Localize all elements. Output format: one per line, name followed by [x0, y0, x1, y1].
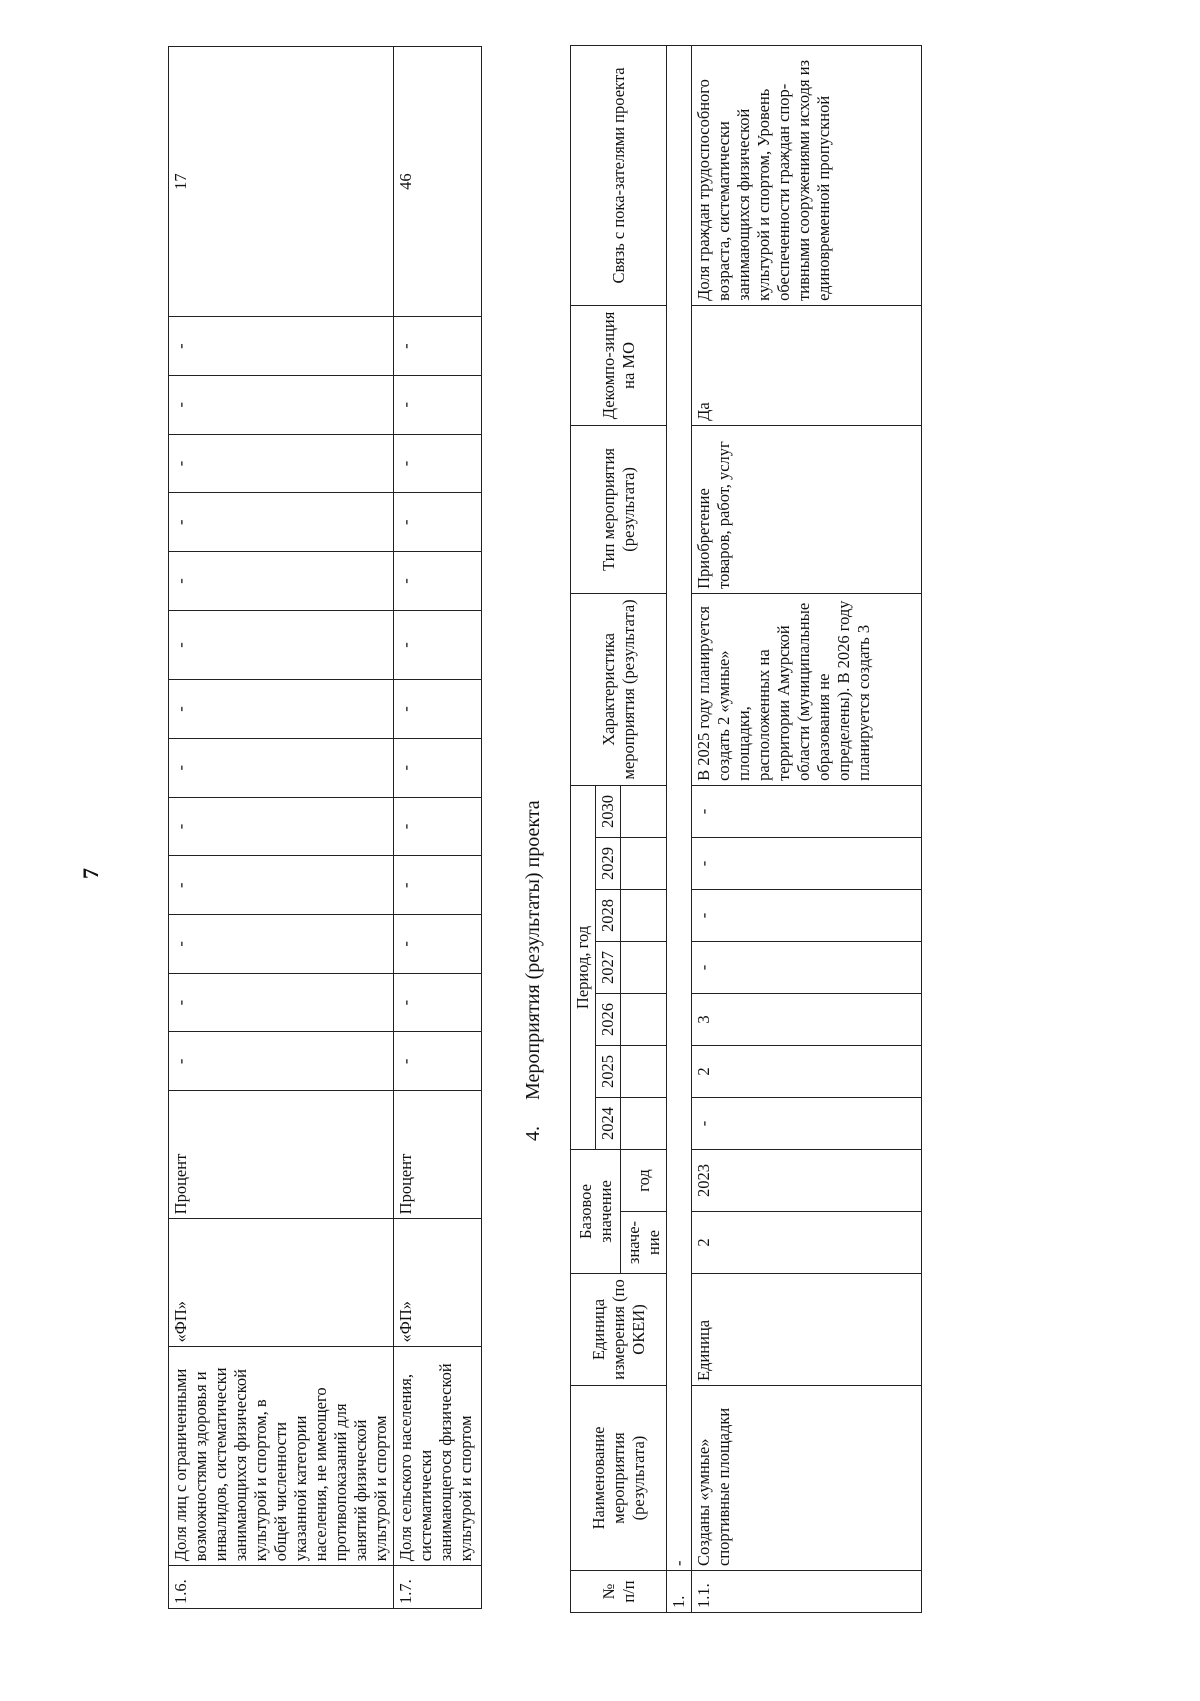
dash-cell: -: [394, 680, 482, 739]
empty-cell: [621, 1045, 667, 1097]
header-name: Наименование мероприятия (результата): [571, 1386, 667, 1571]
dash-cell: -: [394, 317, 482, 376]
empty-cell: [621, 993, 667, 1045]
activity-characteristic: В 2025 году планируется создать 2 «умные» площадки, расположенных на территории Амурской области (муниципальные образования не определены). В 2026 году планируется создать 3: [692, 593, 922, 785]
header-year: 2028: [596, 889, 621, 941]
header-year: 2026: [596, 993, 621, 1045]
row-number: 1.1.: [692, 1571, 922, 1613]
dash-cell: -: [169, 493, 394, 552]
header-link: Связь с пока-зателями проекта: [571, 45, 667, 305]
dash-cell: -: [169, 856, 394, 915]
indicator-level: «ФП»: [169, 1219, 394, 1347]
section-title: Мероприятия (результаты) проекта: [522, 800, 544, 1100]
indicator-unit: Процент: [394, 1091, 482, 1219]
section-heading: [522, 800, 545, 1141]
empty-cell: [621, 889, 667, 941]
indicator-level: «ФП»: [394, 1219, 482, 1347]
table-row: [394, 47, 482, 1609]
indicator-value: 46: [394, 47, 482, 317]
table-row: [692, 45, 922, 1612]
header-characteristic: Характеристика мероприятия (результата): [571, 593, 667, 785]
empty-cell: [621, 941, 667, 993]
header-year: 2024: [596, 1097, 621, 1149]
activity-type: Приобретение товаров, работ, услуг: [692, 425, 922, 593]
dash-cell: -: [394, 738, 482, 797]
dash-cell: -: [394, 797, 482, 856]
dash-cell: -: [394, 552, 482, 611]
base-value: 2: [692, 1212, 922, 1274]
dash-cell: -: [169, 1032, 394, 1091]
dash-cell: -: [394, 973, 482, 1032]
activity-link: Доля граждан трудоспособного возраста, систематически занимающихся физической культурой и спортом, Уровень обеспеченности граждан спор-тивными сооружениями исходя из единовременной пропускной: [692, 45, 922, 305]
dash-cell: -: [394, 493, 482, 552]
dash-cell: -: [394, 610, 482, 679]
dash-cell: -: [169, 375, 394, 434]
dash-cell: -: [169, 973, 394, 1032]
dash-cell: -: [169, 680, 394, 739]
row-number: 1.6.: [169, 1566, 394, 1609]
dash-cell: -: [394, 434, 482, 493]
header-base: Базовое значение: [571, 1149, 621, 1273]
header-decomp: Декомпо-зиция на МО: [571, 305, 667, 425]
header-year: 2029: [596, 837, 621, 889]
dash-cell: -: [169, 738, 394, 797]
year-value: 3: [692, 993, 922, 1045]
dash-cell: -: [394, 1032, 482, 1091]
header-base-year: год: [621, 1149, 667, 1211]
dash-cell: -: [169, 317, 394, 376]
header-year: 2027: [596, 941, 621, 993]
dash-cell: -: [169, 915, 394, 974]
empty-cell: [621, 1097, 667, 1149]
header-year: 2030: [596, 785, 621, 837]
indicator-name: Доля сельского населения, систематически занимающегося физической культурой и спортом: [394, 1347, 482, 1566]
empty-cell: [621, 785, 667, 837]
dash-cell: -: [394, 375, 482, 434]
activity-unit: Единица: [692, 1274, 922, 1386]
header-unit: Единица измерения (по ОКЕИ): [571, 1274, 667, 1386]
table-row: [169, 47, 394, 1609]
row-number: 1.: [667, 1571, 692, 1613]
indicator-value: 17: [169, 47, 394, 317]
activity-decomp: Да: [692, 305, 922, 425]
activity-name: Созданы «умные» спортивные площадки: [692, 1386, 922, 1571]
header-row: [571, 45, 596, 1612]
dash-cell: -: [169, 434, 394, 493]
year-value: -: [692, 785, 922, 837]
dash-cell: -: [394, 915, 482, 974]
indicator-name: Доля лиц с ограниченными возможностями здоровья и инвалидов, систематически занимающихся физической культурой и спортом, в общей численности указанной категории населения, не имеющего противопоказаний для занятий физической культурой и спортом: [169, 1347, 394, 1566]
indicators-table: [168, 46, 482, 1609]
year-value: 2: [692, 1045, 922, 1097]
row-name: -: [667, 45, 692, 1570]
header-type: Тип мероприятия (результата): [571, 425, 667, 593]
indicator-unit: Процент: [169, 1091, 394, 1219]
table-row: [667, 45, 692, 1612]
year-value: -: [692, 1097, 922, 1149]
year-value: -: [692, 941, 922, 993]
activities-table: [570, 45, 922, 1613]
year-value: -: [692, 889, 922, 941]
header-year: 2025: [596, 1045, 621, 1097]
year-value: -: [692, 837, 922, 889]
dash-cell: -: [169, 610, 394, 679]
header-period: Период, год: [571, 785, 596, 1149]
row-number: 1.7.: [394, 1566, 482, 1609]
base-year: 2023: [692, 1149, 922, 1211]
dash-cell: -: [394, 856, 482, 915]
dash-cell: -: [169, 552, 394, 611]
section-number: 4.: [522, 1126, 544, 1141]
empty-cell: [621, 837, 667, 889]
header-base-value: значе-ние: [621, 1212, 667, 1274]
page-number: 7: [78, 868, 103, 879]
header-num: № п/п: [571, 1571, 667, 1613]
dash-cell: -: [169, 797, 394, 856]
